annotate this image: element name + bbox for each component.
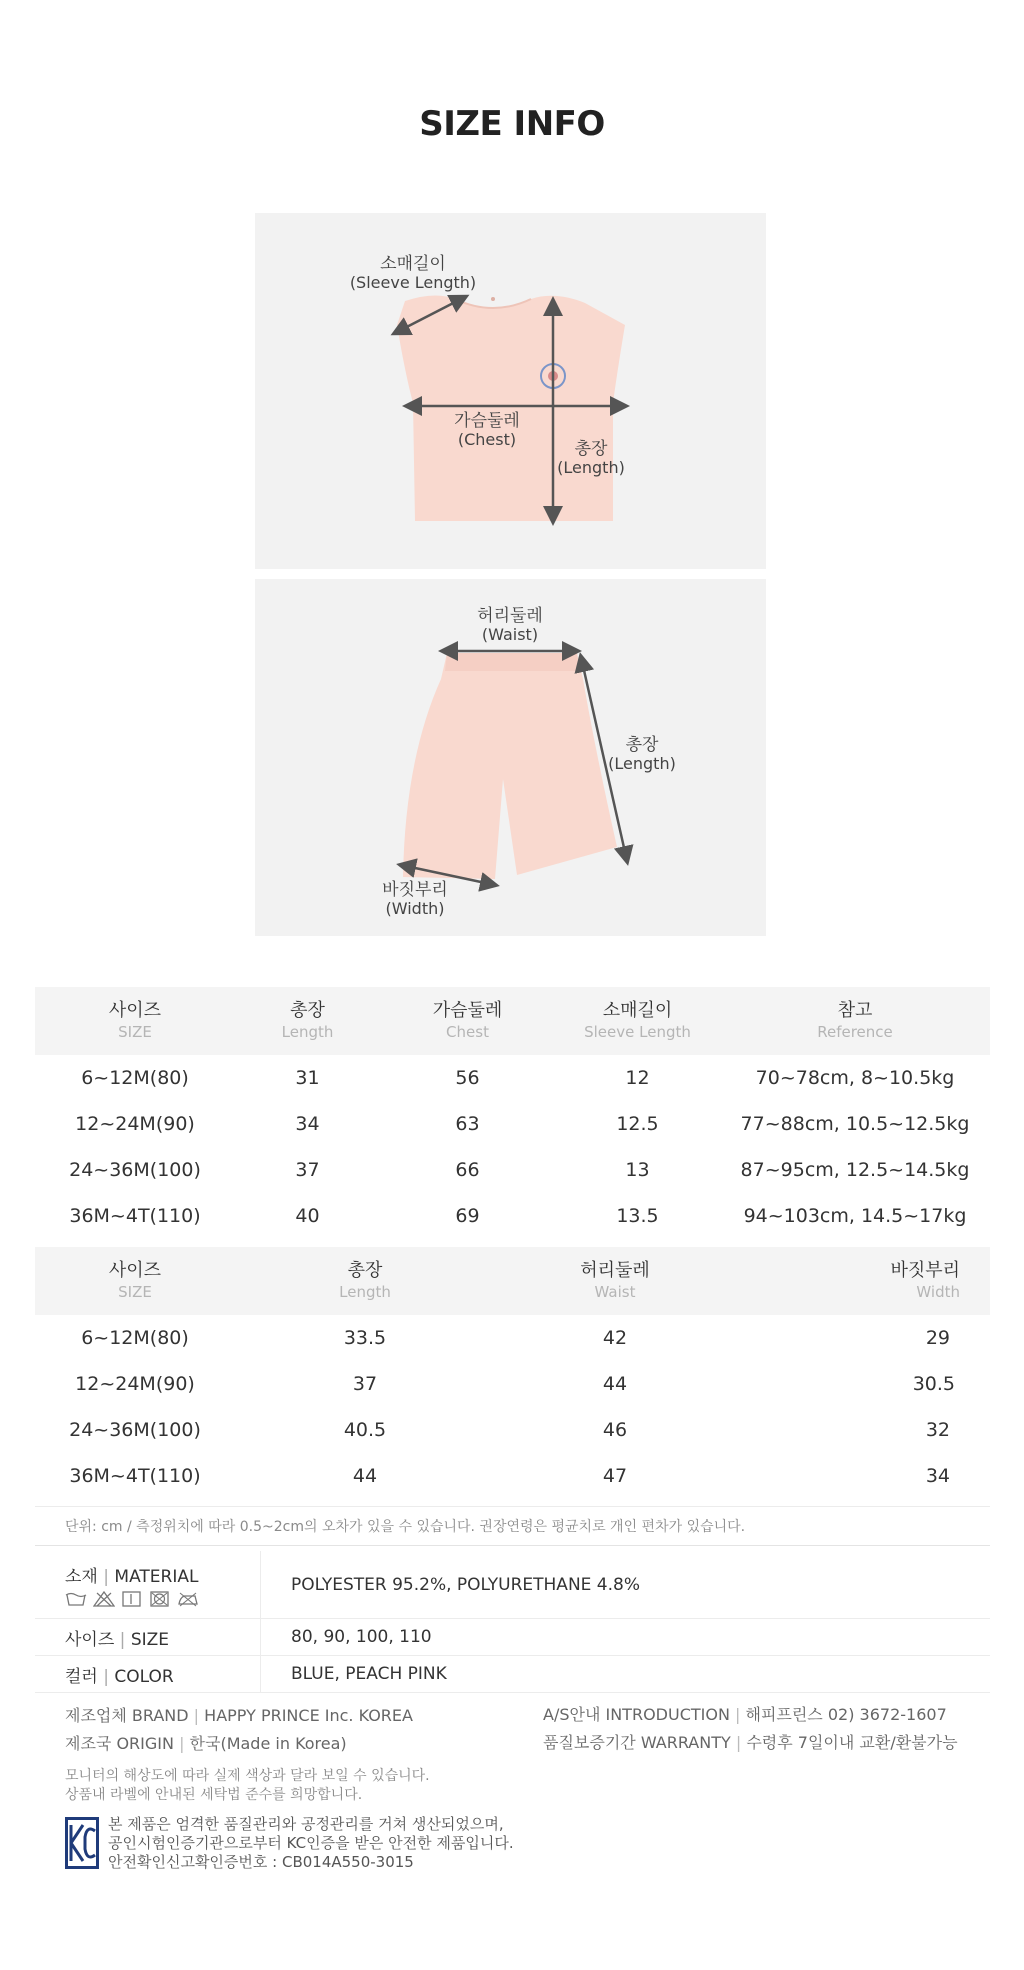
chest-label-en: (Chest) [457,430,517,449]
bottom-diagram-panel [255,579,766,936]
bottom-length-label-ko: 총장 [625,735,659,755]
line-dry-icon [121,1591,143,1607]
header-reference: 참고 Reference [720,987,990,1055]
top-diagram-panel [255,213,766,569]
sleeve-label-en: (Sleeve Length) [349,273,477,292]
header-width: 바짓부리 Width [735,1247,990,1315]
care-icons [65,1591,260,1607]
bottom-size-table [35,1247,990,1499]
material-key-ko: 소재 [65,1567,98,1587]
header-size: 사이즈 SIZE [35,1247,235,1315]
header-chest: 가슴둘레 Chest [380,987,555,1055]
top-length-label-en: (Length) [557,458,625,477]
no-bleach-icon [93,1591,115,1607]
kc-line-3: 안전확인신고확인증번호 : CB014A550-3015 [108,1853,414,1871]
header-size: 사이즈 SIZE [35,987,235,1055]
table-row: 36M~4T(110) 44 47 34 [69,1465,950,1487]
hand-wash-icon [65,1591,87,1607]
disclaimer-line-1: 모니터의 해상도에 따라 실제 색상과 달라 보일 수 있습니다. [65,1768,430,1784]
origin-line: 제조국 ORIGIN | 한국(Made in Korea) [65,1734,347,1753]
no-tumble-dry-icon [149,1591,171,1607]
brand-origin-info [65,1702,413,1758]
page-title: SIZE INFO [419,104,605,144]
bottom-length-label-en: (Length) [608,754,676,773]
as-line: A/S안내 INTRODUCTION | 해피프린스 02) 3672-1607 [543,1705,947,1724]
color-key-en: COLOR [114,1666,174,1687]
brand-line: 제조업체 BRAND | HAPPY PRINCE Inc. KOREA [65,1706,413,1725]
kc-mark-icon [65,1817,99,1869]
top-size-table [35,987,990,1239]
chest-label-ko: 가슴둘레 [454,411,520,431]
header-length: 총장 Length [235,1247,495,1315]
table-row: 12~24M(90) 37 44 30.5 [75,1373,955,1395]
top-length-label-ko: 총장 [574,439,608,459]
width-label-en: (Width) [385,899,445,918]
size-value: 80, 90, 100, 110 [261,1619,991,1656]
pants-shape [403,653,617,879]
table-row: 24~36M(100) 37 66 13 87~95cm, 12.5~14.5kg [69,1159,970,1181]
table-row: 12~24M(90) 34 63 12.5 77~88cm, 10.5~12.5kg [75,1113,970,1135]
table-header-row [35,987,990,1055]
size-key-ko: 사이즈 [65,1629,115,1650]
spec-row-size: 사이즈 | SIZE 80, 90, 100, 110 [35,1619,990,1656]
disclaimer [65,1767,430,1805]
color-value: BLUE, PEACH PINK [261,1656,991,1693]
header-length: 총장 Length [235,987,380,1055]
bottom-diagram [255,579,766,936]
header-sleeve: 소매길이 Sleeve Length [555,987,720,1055]
spec-table [35,1551,990,1693]
measurement-note: 단위: cm / 측정위치에 따라 0.5~2cm의 오차가 있을 수 있습니다. 권장연령은 평균치로 개인 편차가 있습니다. [35,1506,990,1546]
kc-certification-text [108,1815,514,1872]
top-diagram [255,213,766,569]
as-warranty-info [543,1701,958,1757]
waist-label-ko: 허리둘레 [477,606,543,626]
no-iron-icon [177,1591,199,1607]
table-row: 6~12M(80) 33.5 42 29 [81,1327,950,1349]
sleeve-label-ko: 소매길이 [380,254,446,274]
kc-line-1: 본 제품은 엄격한 품질관리와 공정관리를 거쳐 생산되었으며, [108,1815,504,1833]
material-key-en: MATERIAL [114,1567,199,1587]
warranty-line: 품질보증기간 WARRANTY | 수령후 7일이내 교환/환불가능 [543,1733,958,1752]
table-header-row [35,1247,990,1315]
shirt-shape [397,295,625,521]
material-value: POLYESTER 95.2%, POLYURETHANE 4.8% [261,1551,991,1619]
header-waist: 허리둘레 Waist [495,1247,735,1315]
waist-label-en: (Waist) [481,625,539,644]
table-row: 6~12M(80) 31 56 12 70~78cm, 8~10.5kg [81,1067,955,1089]
spec-row-color: 컬러 | COLOR BLUE, PEACH PINK [35,1656,990,1693]
table-row: 36M~4T(110) 40 69 13.5 94~103cm, 14.5~17kg [69,1205,967,1227]
table-row: 24~36M(100) 40.5 46 32 [69,1419,950,1441]
size-key-en: SIZE [130,1629,170,1650]
width-label-ko: 바짓부리 [382,880,448,900]
disclaimer-line-2: 상품내 라벨에 안내된 세탁법 준수를 희망합니다. [65,1787,363,1803]
kc-line-2: 공인시험인증기관으로부터 KC인증을 받은 안전한 제품입니다. [108,1834,514,1852]
spec-row-material: 소재 | MATERIAL POLYESTER 95.2%, POLYURETHANE 4.8% [35,1551,990,1619]
color-key-ko: 컬러 [65,1666,98,1687]
